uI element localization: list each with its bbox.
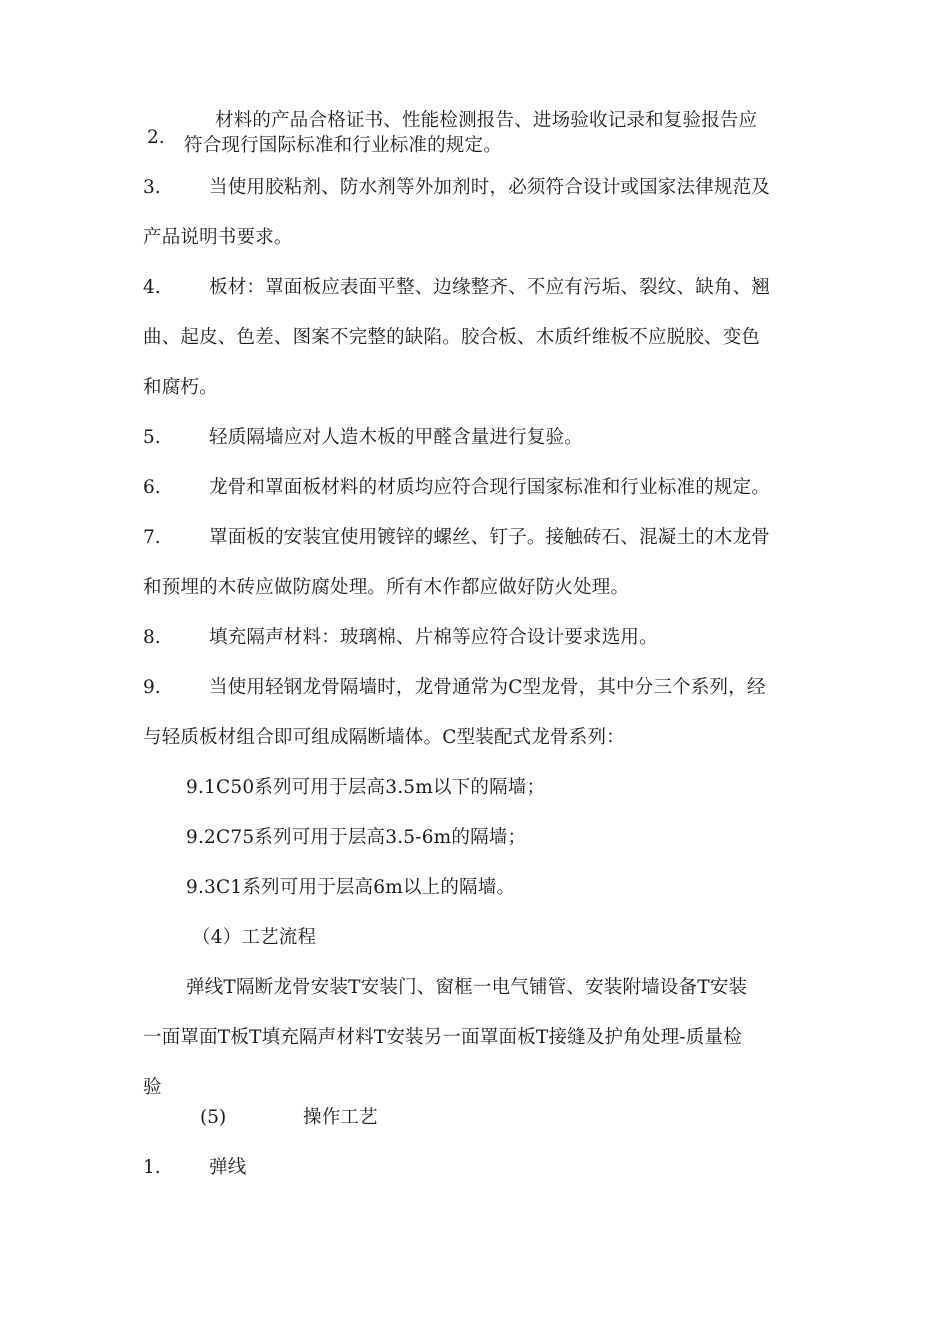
- step-1-title: 弹线: [209, 1157, 247, 1178]
- flow-line-3: 验: [143, 1077, 162, 1098]
- item-4-line-2: 曲、起皮、色差、图案不完整的缺陷。胶合板、木质纤维板不应脱胶、变色: [143, 327, 761, 348]
- item-7-line-1: 罩面板的安装宜使用镀锌的螺丝、钉子。接触砖石、混凝土的木龙骨: [209, 527, 771, 548]
- flow-line-1: 弹线T隔断龙骨安装T安装门、窗框一电气铺管、安装附墙设备T安装: [186, 977, 748, 998]
- item-8-line-1: 填充隔声材料：玻璃棉、片棉等应符合设计要求选用。: [209, 627, 658, 648]
- item-9-line-2: 与轻质板材组合即可组成隔断墙体。C型装配式龙骨系列：: [143, 727, 625, 748]
- item-7-number: 7.: [143, 527, 161, 548]
- subitem-9-2: 9.2C75系列可用于层高3.5-6m的隔墙；: [186, 827, 527, 848]
- item-4-line-1: 板材：罩面板应表面平整、边缘整齐、不应有污垢、裂纹、缺角、翘: [209, 277, 771, 298]
- item-9-line-1: 当使用轻钢龙骨隔墙时，龙骨通常为C型龙骨，其中分三个系列，经: [209, 677, 766, 698]
- item-3-line-2: 产品说明书要求。: [143, 227, 293, 248]
- item-2-number: 2.: [147, 127, 165, 148]
- item-6-line-1: 龙骨和罩面板材料的材质均应符合现行国家标准和行业标准的规定。: [209, 477, 771, 498]
- item-5-line-1: 轻质隔墙应对人造木板的甲醛含量进行复验。: [209, 427, 584, 448]
- item-2-line-1: 材料的产品合格证书、性能检测报告、进场验收记录和复验报告应: [215, 110, 758, 131]
- section-5-heading: 操作工艺: [303, 1107, 378, 1128]
- section-5-number: (5): [200, 1107, 227, 1128]
- item-4-number: 4.: [143, 277, 161, 298]
- subitem-9-1: 9.1C50系列可用于层高3.5m以下的隔墙；: [186, 777, 546, 798]
- item-4-line-3: 和腐朽。: [143, 377, 218, 398]
- subitem-9-3: 9.3C1系列可用于层高6m以上的隔墙。: [186, 877, 516, 898]
- step-1-number: 1.: [143, 1157, 161, 1178]
- item-7-line-2: 和预埋的木砖应做防腐处理。所有木作都应做好防火处理。: [143, 577, 630, 598]
- flow-line-2: 一面罩面T板T填充隔声材料T安装另一面罩面板T接缝及护角处理-质量检: [143, 1027, 742, 1048]
- item-2-line-2: 符合现行国际标准和行业标准的规定。: [184, 135, 502, 156]
- item-3-number: 3.: [143, 177, 161, 198]
- item-5-number: 5.: [143, 427, 161, 448]
- item-9-number: 9.: [143, 677, 161, 698]
- section-4-heading: （4）工艺流程: [192, 927, 317, 948]
- item-6-number: 6.: [143, 477, 161, 498]
- item-8-number: 8.: [143, 627, 161, 648]
- item-3-line-1: 当使用胶粘剂、防水剂等外加剂时，必须符合设计或国家法律规范及: [209, 177, 771, 198]
